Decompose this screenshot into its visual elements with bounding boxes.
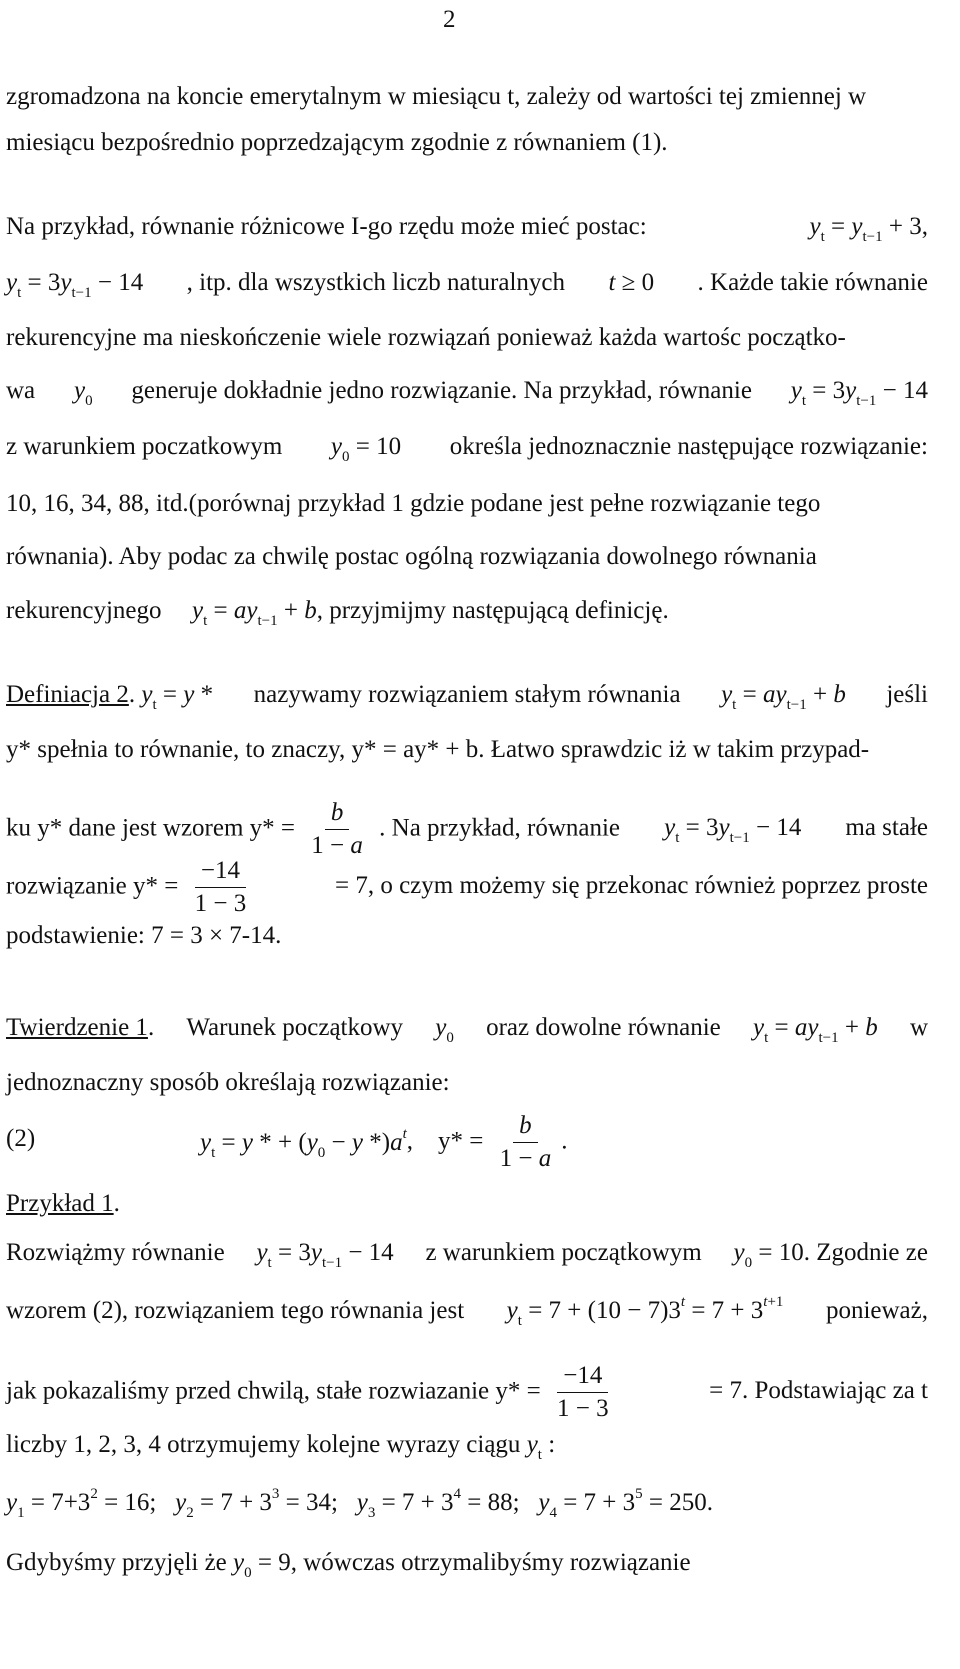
equation: $y_t = ay_{t-1} + b$: [752, 1014, 878, 1046]
fraction: $\frac{-14}{1 - 3}$: [556, 1362, 609, 1423]
text: :: [548, 1431, 556, 1458]
theorem-title: Twierdzenie 1: [6, 1014, 148, 1041]
equation: $y_0 = 9$: [233, 1549, 291, 1581]
text: jeśli: [886, 681, 928, 708]
text-line: [6, 800, 928, 860]
text: jednoznaczny sposób określają rozwiązanie:: [6, 1069, 450, 1096]
equation: $y_t = 3y_{t-1} - 14$: [664, 814, 802, 847]
text: 10, 16, 34, 88, itd.(porównaj przykład 1 gdzie podane jest pełne rozwiązanie tego: [6, 490, 821, 517]
equation: $y_t = y_{t-1} + 3$,: [809, 213, 928, 245]
text-line: [6, 377, 928, 409]
equation: $y_0 = 10$: [330, 433, 402, 465]
equation: $y_t = ay_{t-1} + b$: [721, 681, 846, 713]
equation: $y_0 = 10$: [733, 1239, 804, 1271]
text: = 7. Podstawiając za t: [709, 1377, 928, 1405]
equation: $y_t = 3y_{t-1} - 14$: [790, 377, 928, 409]
text-line: [6, 1549, 691, 1581]
text-line: [6, 1070, 450, 1095]
text: ma stałe: [845, 814, 928, 842]
equation: $y_0$: [435, 1014, 454, 1046]
fraction: $\frac{b}{1 - a}$: [499, 1112, 552, 1173]
text: podstawienie: 7 = 3 × 7-14.: [6, 922, 282, 949]
text-line: [6, 923, 281, 948]
text: w: [909, 1014, 928, 1041]
text-line: [6, 1239, 928, 1271]
text: zgromadzona na koncie emerytalnym w miesiącu t, zależy od wartości tej zmiennej w: [6, 83, 867, 110]
text: = 7, o czym możemy się przekonac również poprzez proste: [334, 872, 928, 900]
definition-title: Definiacja 2: [6, 681, 129, 708]
text-line: [6, 84, 928, 109]
text: nazywamy rozwiązaniem stałym równania: [253, 681, 681, 708]
text: z warunkiem początkowym: [425, 1239, 702, 1266]
text: wzorem (2), rozwiązaniem tego równania jest: [6, 1297, 465, 1324]
text-line: [6, 433, 928, 465]
text: .: [113, 1190, 120, 1217]
equation: $y_t = 7 + (10 - 7)3^t = 7 + 3^{t+1}$: [506, 1294, 784, 1329]
equation: $y_t = y$ * + ($y_0 - y$ $*)a^t$, y* = $\frac{b}{1 - a}$ .: [200, 1112, 568, 1173]
text: . Każde takie równanie: [697, 269, 928, 296]
equation-label: (2): [6, 1125, 36, 1152]
text: .: [147, 1014, 155, 1041]
equation: $y_1 = 7+3^2 = 16$; $y_2 = 7 + 3^3 = 34$; $y_3 = 7 + 3^4 = 88$; $y_4 = 7 + 3^5 = 250$.: [6, 1486, 713, 1521]
example-title: Przykład 1: [6, 1190, 114, 1217]
text-line: [6, 1431, 556, 1463]
text: y* spełnia to równanie, to znaczy, y* = ay* + b. Łatwo sprawdzic iż w takim przypad-: [6, 736, 870, 763]
equation: $y_t = ay_{t-1} + b$: [191, 597, 317, 629]
text: z warunkiem poczatkowym: [6, 433, 283, 460]
text: . Zgodnie ze: [803, 1239, 928, 1266]
text: Rozwiążmy równanie: [6, 1239, 225, 1266]
text-line: [6, 1014, 928, 1046]
equation: $y_t = y$ *: [141, 681, 214, 713]
equation: t ≥ 0: [608, 269, 655, 296]
text: równania). Aby podac za chwilę postac ogólną rozwiązania dowolnego równania: [6, 543, 817, 570]
text-line: [6, 213, 928, 245]
text-line: [6, 737, 928, 762]
text: .: [128, 681, 136, 708]
text: rekurencyjne ma nieskończenie wiele rozwiązań ponieważ każda wartośc początko-: [6, 324, 846, 351]
text: ponieważ,: [825, 1297, 928, 1324]
text-line: [6, 597, 669, 629]
text: Warunek początkowy: [186, 1014, 404, 1041]
text: Gdybyśmy przyjęli że: [6, 1549, 227, 1576]
fraction: $\frac{b}{1 - a}$: [311, 799, 363, 860]
text: , przyjmijmy następującą definicję.: [316, 597, 669, 624]
text-line: [6, 1191, 120, 1216]
text-line: [6, 1294, 928, 1329]
text: Na przykład, równanie różnicowe I-go rzędu może mieć postac:: [6, 213, 647, 240]
fraction: $\frac{-14}{1 - 3}$: [194, 857, 247, 918]
text-line: [6, 681, 928, 713]
text: , wówczas otrzymalibyśmy rozwiązanie: [290, 1549, 691, 1576]
text-line: [6, 325, 928, 350]
equation: $y_0$: [73, 377, 93, 409]
text: oraz dowolne równanie: [486, 1014, 721, 1041]
text: jak pokazaliśmy przed chwilą, stałe rozwiazanie y* =: [6, 1377, 541, 1405]
text: miesiącu bezpośrednio poprzedzającym zgodnie z równaniem (1).: [6, 129, 668, 156]
equation: $y_t = 3y_{t-1} - 14$: [256, 1239, 394, 1271]
equation: $y_t$: [526, 1431, 542, 1463]
text: rekurencyjnego: [6, 597, 162, 624]
text: ku y* dane jest wzorem y* =: [6, 814, 296, 842]
text-line: [6, 1363, 928, 1423]
text-line: [6, 544, 928, 569]
text: rozwiązanie y* =: [6, 872, 179, 900]
page-number: 2: [443, 6, 456, 33]
text: generuje dokładnie jedno rozwiązanie. Na przykład, równanie: [131, 377, 752, 404]
text: , itp. dla wszystkich liczb naturalnych: [186, 269, 566, 296]
text: wa: [6, 377, 36, 404]
text-line: [6, 491, 928, 516]
text: określa jednoznacznie następujące rozwiązanie:: [449, 433, 928, 460]
text-line: [6, 858, 928, 918]
text-line: [6, 130, 668, 155]
equation: $y_t = 3y_{t-1} - 14$: [6, 269, 144, 301]
text: . Na przykład, równanie: [379, 814, 621, 842]
text: liczby 1, 2, 3, 4 otrzymujemy kolejne wyrazy ciągu: [6, 1431, 521, 1458]
text-line: [6, 269, 928, 301]
